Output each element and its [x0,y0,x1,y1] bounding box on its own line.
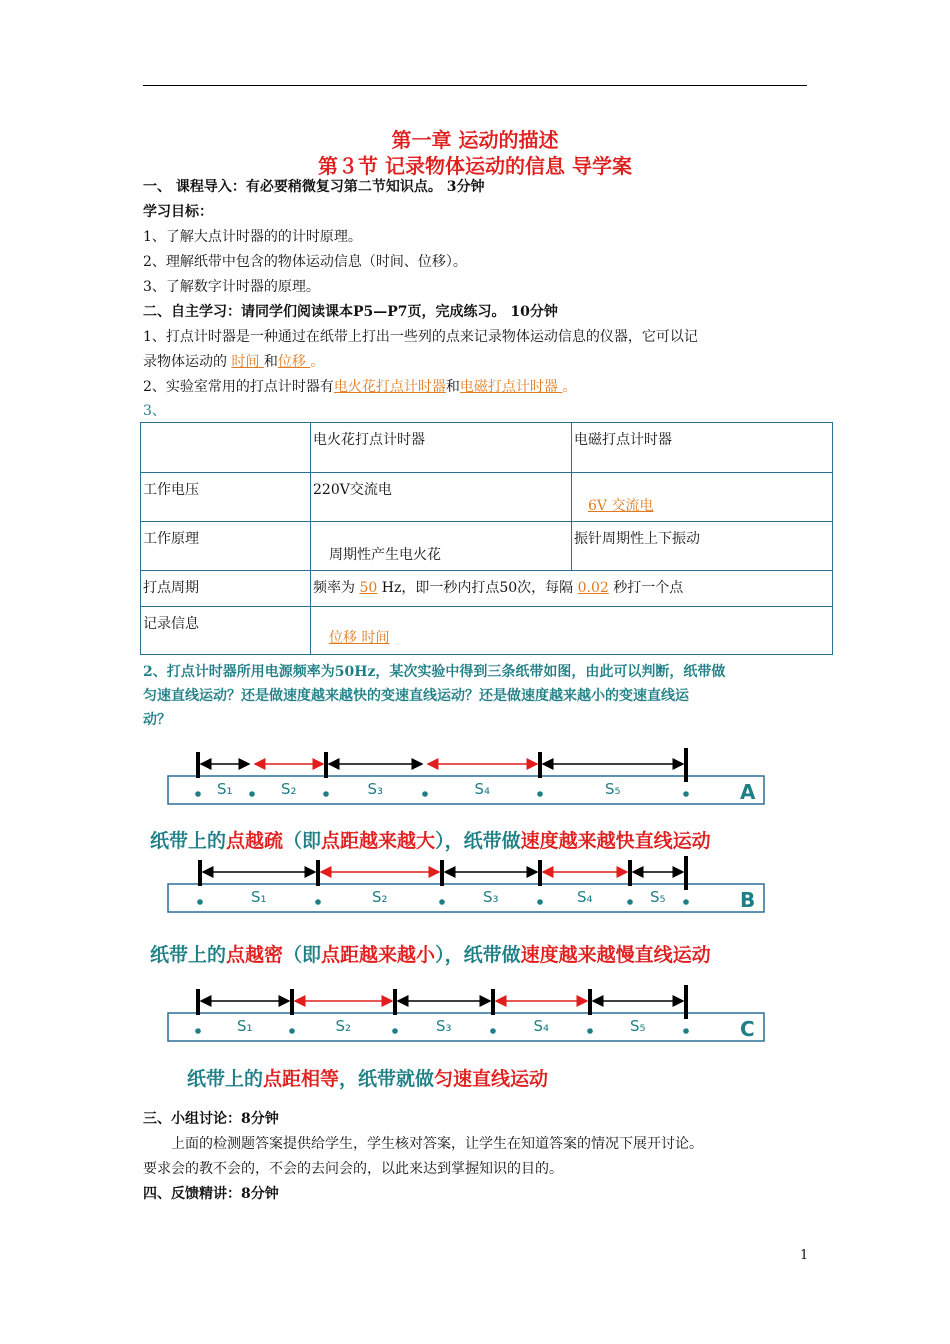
answer-voltage: 6V 交流电 [588,498,654,514]
section-3-body: 要求会的教不会的，不会的去问会的，以此来达到掌握知识的目的。 [143,1161,563,1177]
text: ，纸带就做 [339,1068,435,1090]
text: 点距越来越小 [321,944,436,966]
tape-dot [195,1028,201,1034]
text: 点越密 [226,944,284,966]
segment-label: S₅ [630,1017,646,1035]
segment-label: S₄ [533,1017,550,1035]
table-cell: 工作原理 [141,522,311,571]
text: 录物体运动的 [143,354,232,370]
text: 周期性产生电火花 [329,547,441,563]
goals-heading: 学习目标： [143,204,213,220]
table-cell: 打点周期 [141,571,311,607]
table-cell: 记录信息 [141,607,311,655]
table-cell: 电磁打点计时器 [572,423,833,473]
text: 速度越来越慢直线运动 [520,944,711,966]
tape-c-caption [187,1064,548,1091]
segment-label: S₃ [367,780,384,798]
tape-dot [587,1028,593,1034]
question-4-line: 匀速直线运动？还是做速度越来越快的变速直线运动？还是做速度越来越小的变速直线运 [143,688,689,704]
section-title: 第３节 记录物体运动的信息 导学案 [318,154,632,178]
answer-electromagnetic-timer: 电磁打点计时器 [459,379,563,395]
text: ），纸带做 [435,944,521,966]
text: 频率为 [313,580,360,596]
segment-label: S₄ [577,888,593,906]
tape-dot [490,1028,496,1034]
segment-label: S₁ [251,888,267,906]
tape-label: B [740,888,756,912]
text: 匀速直线运动 [434,1068,549,1090]
text: 2、实验室常用的打点计时器有 [143,379,334,395]
segment-label: S₃ [483,888,499,906]
tape-dot [323,791,329,797]
text: （即 [283,944,322,966]
text: 秒打一个点 [608,580,684,596]
page-number: 1 [800,1248,809,1263]
goal-item: 3、了解数字计时器的原理。 [143,279,320,295]
section-2-heading: 二、自主学习：请同学们阅读课本P5—P7页，完成练习。 10分钟 [143,304,558,320]
tape-dot [683,899,689,905]
tape-b [168,856,764,912]
section-1-heading: 一、 课程导入：有必要稍微复习第二节知识点。 3分钟 [143,179,485,195]
answer-period: 0.02 [577,580,609,596]
text: 点越疏 [226,830,284,852]
tape-dot [439,899,445,905]
question-4-line: 动？ [143,712,171,728]
text: 和 [263,354,278,370]
question-1-line1: 1、打点计时器是一种通过在纸带上打出一些列的点来记录物体运动信息的仪器，它可以记 [143,329,698,345]
tape-c [168,985,764,1041]
text: 速度越来越快直线运动 [520,830,711,852]
tape-dot [627,899,633,905]
section-3-body: 上面的检测题答案提供给学生，学生核对答案，让学生在知道答案的情况下展开讨论。 [143,1136,703,1152]
segment-label: S₁ [217,780,233,798]
segment-label: S₄ [474,780,491,798]
tape-a [168,748,764,804]
table-cell: 220V交流电 [311,473,572,522]
text: ），纸带做 [435,830,521,852]
answer-recorded-info: 位移 时间 [329,630,390,646]
goal-item: 2、理解纸带中包含的物体运动信息（时间、位移）。 [143,254,467,270]
table-cell: 振针周期性上下振动 [572,522,833,571]
text: 。 [310,354,325,370]
segment-label: S₅ [650,888,666,906]
answer-displacement: 位移 [277,354,311,370]
segment-label: S₁ [237,1017,253,1035]
segment-label: S₂ [281,780,297,798]
tape-dot [195,791,201,797]
tape-label: A [740,780,756,804]
chapter-title: 第一章 运动的描述 [391,128,559,152]
text: 纸带上的 [187,1068,264,1090]
text: 纸带上的 [150,944,227,966]
segment-label: S₂ [372,888,388,906]
answer-time: 时间 [231,354,264,370]
tape-dot [197,899,203,905]
answer-frequency: 50 [359,580,378,596]
tape-dot [289,1028,295,1034]
text: 点距越来越大 [321,830,436,852]
section-3-heading: 三、小组讨论：8分钟 [143,1111,279,1127]
answer-spark-timer: 电火花打点计时器 [333,379,446,395]
text: （即 [283,830,322,852]
text: 和 [445,379,460,395]
tape-dot [422,791,428,797]
text: Hz，即一秒内打点50次，每隔 [377,580,578,596]
tape-strip [168,1013,764,1041]
tape-a-caption [150,826,711,853]
tape-dot [315,899,321,905]
goal-item: 1、了解大点计时器的的计时原理。 [143,229,362,245]
tape-dot [392,1028,398,1034]
tape-strip [168,776,764,804]
table-cell: 电火花打点计时器 [311,423,572,473]
segment-label: S₂ [335,1017,352,1035]
text: 纸带上的 [150,830,227,852]
question-4-line: 2、打点计时器所用电源频率为50Hz，某次实验中得到三条纸带如图，由此可以判断，纸带做 [143,664,726,680]
tape-dot [683,1028,689,1034]
tape-b-caption [150,940,711,967]
tape-dot [249,791,255,797]
tape-label: C [740,1017,755,1041]
text: 点距相等 [263,1068,340,1090]
text: 。 [562,379,577,395]
segment-label: S₅ [605,780,621,798]
tape-dot [537,791,543,797]
tape-dot [683,791,689,797]
section-4-heading: 四、反馈精讲：8分钟 [143,1186,279,1202]
question-3-label: 3、 [143,403,166,419]
tape-dot [537,899,543,905]
segment-label: S₃ [436,1017,452,1035]
table-cell: 工作电压 [141,473,311,522]
